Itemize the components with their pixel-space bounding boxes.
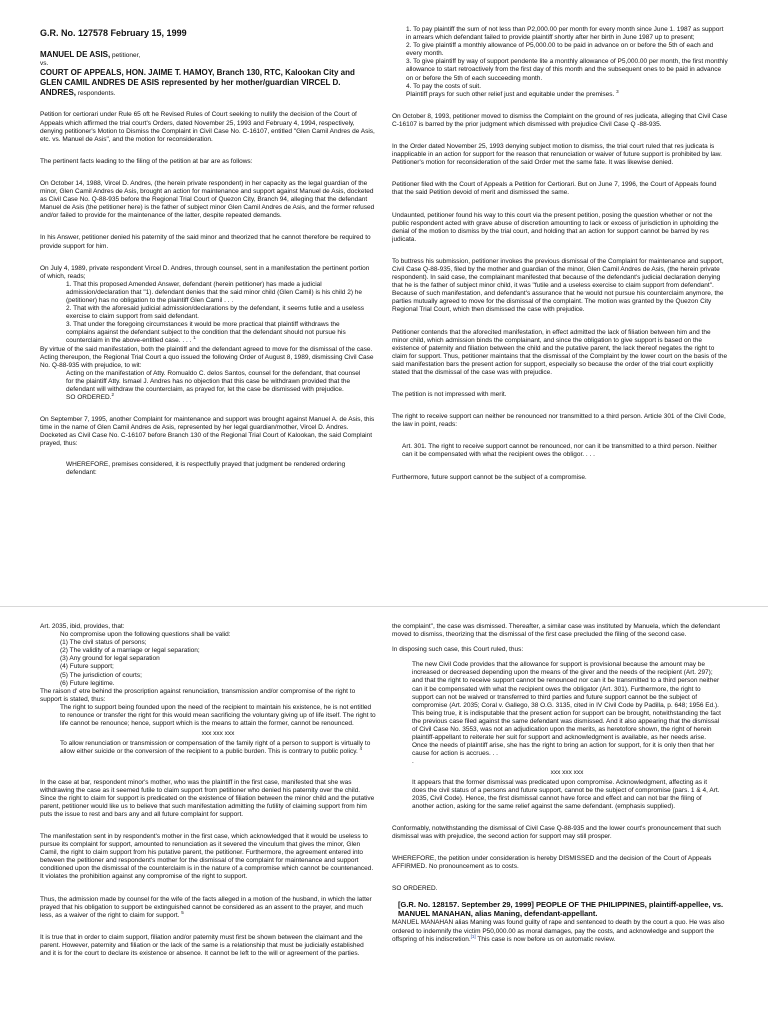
paragraph: Undaunted, petitioner found his way to this court via the present petition, posing the question whether or not the public respondent acted with grave abuse of discretion amounting to lack or excess of jurisdiction in upholding the denial of the motion to dismiss by the trial court, and holding that an action for support cannot be barred by res judicata. bbox=[392, 211, 719, 243]
next-case-paragraph bbox=[392, 919, 728, 943]
manifestation-quote bbox=[66, 281, 366, 346]
paragraph: To buttress his submission, petitioner invokes the previous dismissal of the Complaint for maintenance and support, Civil Case Q-88-935, filed by the mother and guardian of the minor, Glen Camil Andres de Asis, (the herein private respondent). In said case, the complainant manifested that because of the defendant's judicial declaration denying that he is the father of subject minor child, it was "futile and a useless exercise to claim support from defendant". Because of such manifestation, and defendant's assurance that he would not pursue his counterclaim anymore, the parties mutually agreed to move for the dismissal of the complaint. The motion was granted by the Quezon City Regional Trial Court, which then dismissed the case with prejudice. bbox=[392, 257, 724, 314]
list-item: (4) Future support; bbox=[60, 663, 114, 671]
paragraph-text: This case is now before us on automatic review. bbox=[475, 935, 616, 943]
next-case-title: [G.R. No. 128157. September 29, 1999] PEOPLE OF THE PHILIPPINES, plaintiff-appellee, vs. MANUEL MANAHAN, alias Maning, defendant-appellant. bbox=[398, 900, 724, 919]
respondents: COURT OF APPEALS, HON. JAIME T. HAMOY, Branch 130, RTC, Kalookan City and GLEN CAMIL ANDRES DE ASIS represented by her mother/guardian VIRCEL D. ANDRES, bbox=[40, 68, 355, 98]
quote-text: It appears that the former dismissal was predicated upon compromise. Acknowledgment, affecting as it does the civil status of a persons and future support, cannot be the subject of compromise (pars. 1 & 4, Art. 2035, Civil Code). Hence, the first dismissal cannot have force and effect and can not bar the filing of another action, asking for the same relief against the same defendant. (emphasis supplied). bbox=[412, 778, 720, 810]
paragraph: On September 7, 1995, another Complaint for maintenance and support was brought against Manuel A. de Asis, this time in the name of Glen Camil Andres de Asis, represented by her legal guardian/mother, Vircel D. Andres. Docketed as Civil Case No. C-16107 before Branch 130 of the Regional Trial Court of Kalookan, the said Complaint prayed, thus: bbox=[40, 416, 375, 448]
versus: vs. bbox=[40, 60, 49, 68]
separator: xxx xxx xxx bbox=[201, 730, 235, 738]
left-column bbox=[40, 0, 376, 560]
raison-quote bbox=[60, 704, 376, 757]
paragraph: The right to receive support can neither be renounced nor transmitted to a third person. Article 301 of the Civil Code, the law in point, reads: bbox=[392, 413, 726, 429]
footnote-ref: 2 bbox=[111, 391, 115, 397]
paragraph: Petitioner contends that the aforecited manifestation, in effect admitted the lack of filiation between him and the minor child, which admission binds the complainant, and since the obligation to give support is based on the existence of paternity and filiation between the child and the putative parent, the lack thereof negates the right to claim for support. Thus, petitioner maintains that the dismissal of the Complaint by the lower court on the basis of the said manifestation bars the present action for support, especially so because the order of the trial court explicitly stated that the dismissal of the case was with prejudice. bbox=[392, 328, 728, 376]
quote-item: 3. That under the foregoing circumstances it would be more practical that plaintiff withdraws the complains against the defendant subject to the condition that the defendant should not pursue his counterclaim in the above-entitled case. . . . bbox=[66, 321, 346, 345]
paragraph: The raison d' etre behind the proscription against renunciation, transmission and/or compromise of the right to support is stated, thus: bbox=[40, 687, 356, 703]
paragraph: On October 14, 1988, Vircel D. Andres, (the herein private respondent) in her capacity as the legal guardian of the minor, Glen Camil Andres de Asis, brought an action for maintenance and support against Manuel de Asis, docketed as Civil Case No. Q-88-935 before the Regional Trial Court of Quezon City, Branch 94, alleging that the defendant Manuel de Asis (the petitioner here) is the father of subject minor Glen Camil Andres de Asis, and the former refused and/or failed to provide for the maintenance of the latter, despite repeated demands. bbox=[40, 179, 375, 220]
quote-item: 2. That with the aforesaid judicial admission/declarations by the defendant, it seems futile and a useless exercise to claim support from said defendant. bbox=[66, 305, 364, 321]
paragraph: On October 8, 1993, petitioner moved to dismiss the Complaint on the ground of res judicata, alleging that Civil Case C-16107 is barred by the prior judgment which dismissed with prejudice Civil Case Q -88-935. bbox=[392, 112, 728, 128]
paragraph: By virtue of the said manifestation, both the plaintiff and the defendant agreed to move for the dismissal of the case. Acting thereupon, the Regional Trial Court a quo issued the following Order of August 8, 1989, dismissing Civil Case No. Q-88-935 with prejudice, to wit: bbox=[40, 345, 374, 369]
paragraph: WHEREFORE, the petition under consideration is hereby DISMISSED and the decision of the Court of Appeals AFFIRMED. No pronouncement as to costs. bbox=[392, 855, 712, 871]
paragraph: On July 4, 1989, private respondent Vircel D. Andres, through counsel, sent in a manifestation the pertinent portion of which, reads; bbox=[40, 264, 370, 280]
list-item: (5) The jurisdiction of courts; bbox=[60, 671, 142, 679]
separator: xxx xxx xxx bbox=[550, 768, 584, 776]
quote-dot: . bbox=[412, 758, 414, 766]
footnote-ref: 3 bbox=[616, 88, 619, 94]
left-column bbox=[40, 607, 376, 1025]
court-quote bbox=[412, 661, 722, 811]
respondents-role: respondents. bbox=[76, 90, 116, 98]
list-item: (1) The civil status of persons; bbox=[60, 639, 147, 647]
paragraph: The petition is not impressed with merit. bbox=[392, 391, 507, 399]
quote-head: No compromise upon the following questions shall be valid: bbox=[60, 631, 231, 639]
paragraph: The manifestation sent in by respondent's mother in the first case, which acknowledged that it would be useless to pursue its complaint for support, amounted to renunciation as it severed the vinculum that gives the minor, Glen Camil, the right to claim support from his putative parent, the petitioner. Furthermore, the agreement entered into between the petitioner and respondent's mother for the dismissal of the complaint for maintenance and support conditioned upon the dismissal of the counterclaim is in the nature of a compromise which cannot be countenanced. It violates the prohibition against any compromise of the right to support. bbox=[40, 832, 374, 881]
paragraph: Petitioner filed with the Court of Appeals a Petition for Certiorari. But on June 7, 1996, the Court of Appeals found that the said Petition devoid of merit and dismissed the same. bbox=[392, 181, 717, 197]
petitioner-name: MANUEL DE ASIS, bbox=[40, 50, 111, 59]
paragraph: Art. 2035, ibid, provides, that: bbox=[40, 623, 125, 630]
prayer-item: Plaintiff prays for such other relief just and equitable under the premises. bbox=[406, 90, 615, 98]
prayer: WHEREFORE, premises considered, it is respectfully prayed that judgment be rendered ordering defendant: bbox=[66, 460, 346, 476]
order-quote bbox=[66, 370, 366, 402]
quote-text: The new Civil Code provides that the allowance for support is provisional because the amount may be increased or decreased depending upon the means of the giver and the needs of the recipient (Art. 297); and that the right to receive support cannot be renounced nor can it be transmitted to a third person neither can it be compensated with what the recipient owes the obligator (Art. 301). Furthermore, the right to support can not be waived or transferred to third parties and future support cannot be the subject of compromise (Art. 2035; Coral v. Gallego, 38 O.G. 3135, cited in IV Civil Code by Padilla, p. 648; 1956 Ed.). This being true, it is indisputable that the present action for support can be brought, notwithstanding the fact the previous case filed against the same defendant was dismissed. And it also appearing that the dismissal of Civil Case No. 3553, was not an adjudication upon the merits, as heretofore shown, the right of herein plaintiff-appellant to reiterate her suit for support and acknowledgment is available, as her needs arise. Once the needs of plaintiff arise, she has the right to bring an action for support, for it is only then that her cause for action is accrues. . . bbox=[412, 661, 721, 758]
prayer-item: 3. To give plaintiff by way of support pendente lite a monthly allowance of P5,000.00 per month, the first monthly allowance to start retroactively from the first day of this month and the subsequent ones to be paid in advance on or before the 5th of each succeeding month. bbox=[406, 58, 728, 82]
quote-text: To allow renunciation or transmission or compensation of the family right of a person to support is virtually to allow either suicide or the conversion of the recipient to a public burden. This is contrary to public policy. bbox=[60, 740, 371, 756]
prayer-list bbox=[406, 26, 728, 99]
prayer-item: 2. To give plaintiff a monthly allowance of P5,000.00 to be paid in advance on or before the 5th of each and every month. bbox=[406, 42, 714, 58]
list-item: (3) Any ground for legal separation bbox=[60, 655, 160, 663]
paragraph: Petition for certiorari under Rule 65 oft he Revised Rules of Court seeking to nullify the decision of the Court of Appeals which affirmed the trial court's Orders, dated November 25, 1993 and February 4, 1994, respectively, denying petitioner's Motion to Dismiss the Complaint in Civil Case No. C-16107, entitled "Glen Camil Andres de Asis, etc. vs. Manuel de Asis", and the motion for reconsideration. bbox=[40, 111, 375, 143]
paragraph: The pertinent facts leading to the filing of the petition at bar are as follows: bbox=[40, 157, 253, 165]
footnote-ref: 5 bbox=[181, 909, 184, 915]
so-ordered: SO ORDERED. bbox=[66, 394, 112, 402]
quote-text: Acting on the manifestation of Atty. Romualdo C. delos Santos, counsel for the defendant, that counsel for the plaintiff Atty. Ismael J. Andres has no objection that this case be withdrawn provided that the defendant will withdraw the counterclaim, as prayed for, let the case be dismissed with prejudice. bbox=[66, 369, 361, 393]
footnote-ref: 4 bbox=[359, 746, 363, 752]
footnote-link[interactable]: [1] bbox=[470, 933, 476, 939]
case-number: G.R. No. 127578 February 15, 1999 bbox=[40, 28, 187, 38]
footnote-ref: 1 bbox=[193, 335, 196, 341]
paragraph: In the Order dated November 25, 1993 denying subject motion to dismiss, the trial court ruled that res judicata is inapplicable in an action for support for the reason that renunciation or waiver of future support is prohibited by law. Petitioner's motion for reconsideration of the said Order met the same fate. It was likewise denied. bbox=[392, 143, 722, 167]
quote-item: 1. That this proposed Amended Answer, defendant (herein petitioner) has made a judicial admission/declaration that "1). defendant denies that the said minor child (Glen Camil) is his child 2) he (petitioner) has no obligation to the plaintiff Glen Camil . . . bbox=[66, 280, 363, 304]
paragraph bbox=[40, 896, 376, 920]
right-column bbox=[392, 0, 728, 560]
prayer-item: 1. To pay plaintiff the sum of not less than P2,000.00 per month for every month since June 1. 1987 as support in arrears which defendant failed to provide plaintiff shortly after her birth in June 1987 up to present; bbox=[406, 26, 724, 42]
case-parties bbox=[40, 50, 376, 98]
paragraph-text: MANUEL MANAHAN alias Maning was found guilty of rape and sentenced to death by the court a quo. He was also ordered to indemnify the victim P50,000.00 as moral damages, pay the costs, and acknowledge and support the offspring of his indiscretion. bbox=[392, 919, 725, 943]
right-column bbox=[392, 607, 728, 1025]
prayer-item: 4. To pay the costs of suit. bbox=[406, 82, 482, 90]
paragraph: Conformably, notwithstanding the dismissal of Civil Case Q-88-935 and the lower court's pronouncement that such dismissal was with prejudice, the second action for support may still prosper. bbox=[392, 824, 721, 841]
paragraph: Furthermore, future support cannot be the subject of a compromise. bbox=[392, 473, 587, 481]
so-ordered: SO ORDERED. bbox=[392, 885, 438, 893]
list-item: (2) The validity of a marriage or legal separation; bbox=[60, 647, 200, 655]
article-301-quote: Art. 301. The right to receive support cannot be renounced, nor can it be transmitted to a third person. Neither can it be compensated with what the recipient owes the obligor. . . . bbox=[402, 443, 717, 459]
page-two bbox=[0, 606, 768, 1025]
paragraph: In his Answer, petitioner denied his paternity of the said minor and theorized that he cannot therefore be required to provide support for him. bbox=[40, 234, 371, 250]
petitioner-role: petitioner, bbox=[110, 52, 141, 59]
quote-text: The right to support being founded upon the need of the recipient to maintain his existence, he is not entitled to renounce or transfer the right for this would mean sacrificing the voluntary giving up of life itself. The right to life cannot be renounce; hence, support which is the means to attain the former, cannot be renounced. bbox=[60, 703, 376, 728]
paragraph-text: Thus, the admission made by counsel for the wife of the facts alleged in a motion of the husband, in which the latter prayed that his obligation to support be extinguished cannot be considered as an assent to the prayer, and much less, as a waiver of the right to claim for support. bbox=[40, 895, 372, 919]
paragraph: In the case at bar, respondent minor's mother, who was the plaintiff in the first case, manifested that she was withdrawing the case as it seemed futile to claim support from petitioner who denied his paternity over the child. Since the right to claim for support is predicated on the existence of filiation between the minor child and the putative parent, petitioner would like us to believe that such manifestation admitting the futility of claiming support from him puts the issue to rest and bars any and all future complaint for support. bbox=[40, 778, 375, 818]
article-2035-quote bbox=[60, 631, 376, 688]
paragraph: the complaint", the case was dismissed. Thereafter, a similar case was instituted by Manuela, which the defendant moved to dismiss, theorizing that the dismissal of the first case precluded the filing of the second case. bbox=[392, 623, 721, 639]
paragraph: It is true that in order to claim support, filiation and/or paternity must first be shown between the claimant and the parent. However, paternity and filiation or the lack of the same is a relationship that must be judicially established and it is for the court to declare its existence or absence. It cannot be left to the will or agreement of the parties. bbox=[40, 933, 364, 957]
list-item: (6) Future legitime. bbox=[60, 679, 115, 687]
paragraph: In disposing such case, this Court ruled, thus: bbox=[392, 646, 524, 654]
